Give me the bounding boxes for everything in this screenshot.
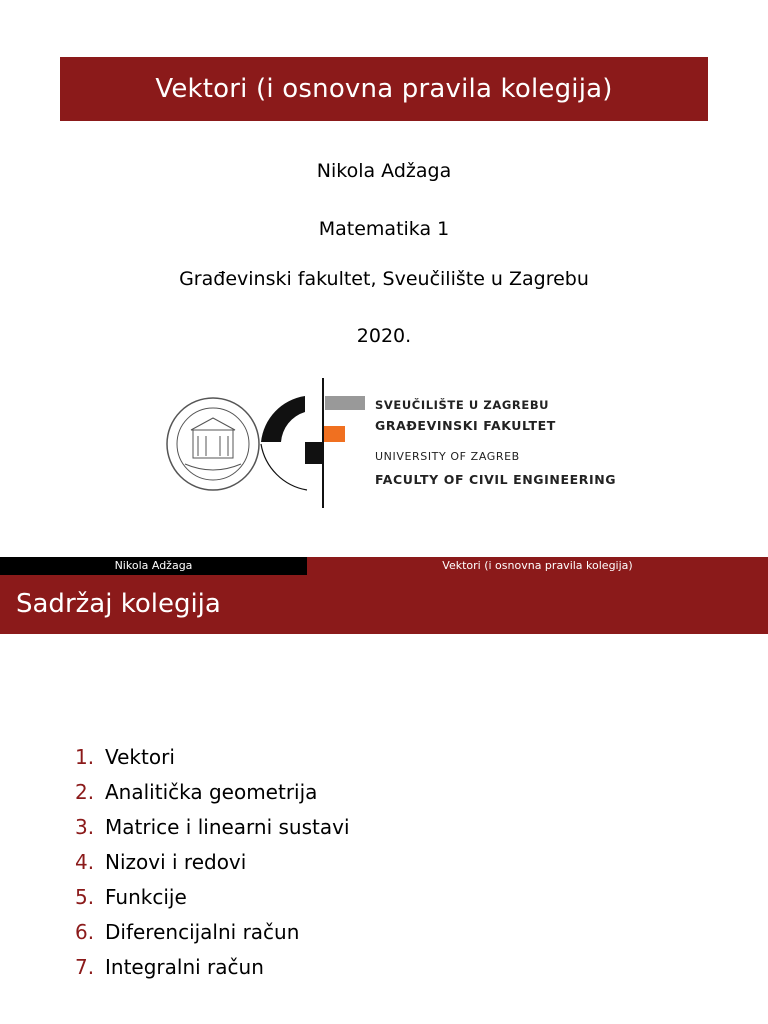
logo-graphic bbox=[165, 378, 365, 510]
logo-text-line2: GRAĐEVINSKI FAKULTET bbox=[375, 418, 556, 433]
footer-title: Vektori (i osnovna pravila kolegija) bbox=[307, 557, 768, 575]
list-item bbox=[75, 845, 350, 880]
author-name: Nikola Adžaga bbox=[316, 160, 452, 182]
item-label: Analitička geometrija bbox=[105, 780, 318, 804]
list-item bbox=[75, 810, 350, 845]
slide-title: Vektori (i osnovna pravila kolegija) bbox=[60, 57, 708, 121]
item-number: 6. bbox=[75, 920, 95, 944]
contents-list bbox=[75, 740, 350, 985]
year: 2020. bbox=[356, 325, 412, 347]
logo-text-line3: UNIVERSITY OF ZAGREB bbox=[375, 450, 520, 463]
logo-text-line4: FACULTY OF CIVIL ENGINEERING bbox=[375, 472, 617, 487]
university-seal-icon bbox=[167, 398, 259, 490]
faculty-mark-icon bbox=[261, 378, 365, 508]
course-name: Matematika 1 bbox=[318, 218, 450, 240]
contents-title: Sadržaj kolegija bbox=[0, 575, 768, 634]
item-label: Nizovi i redovi bbox=[105, 850, 247, 874]
item-label: Funkcije bbox=[105, 885, 187, 909]
footer-author: Nikola Adžaga bbox=[0, 557, 307, 575]
item-label: Vektori bbox=[105, 745, 175, 769]
item-number: 4. bbox=[75, 850, 95, 874]
slide-footer bbox=[0, 557, 768, 575]
list-item bbox=[75, 740, 350, 775]
list-item bbox=[75, 950, 350, 985]
item-label: Matrice i linearni sustavi bbox=[105, 815, 350, 839]
logo-text-line1: SVEUČILIŠTE U ZAGREBU bbox=[375, 398, 550, 412]
item-number: 3. bbox=[75, 815, 95, 839]
item-number: 1. bbox=[75, 745, 95, 769]
item-number: 7. bbox=[75, 955, 95, 979]
list-item bbox=[75, 915, 350, 950]
list-item bbox=[75, 775, 350, 810]
institution-name: Građevinski fakultet, Sveučilište u Zagrebu bbox=[179, 268, 589, 290]
faculty-logo bbox=[165, 378, 625, 510]
list-item bbox=[75, 880, 350, 915]
item-number: 5. bbox=[75, 885, 95, 909]
item-label: Diferencijalni račun bbox=[105, 920, 300, 944]
item-number: 2. bbox=[75, 780, 95, 804]
item-label: Integralni račun bbox=[105, 955, 264, 979]
